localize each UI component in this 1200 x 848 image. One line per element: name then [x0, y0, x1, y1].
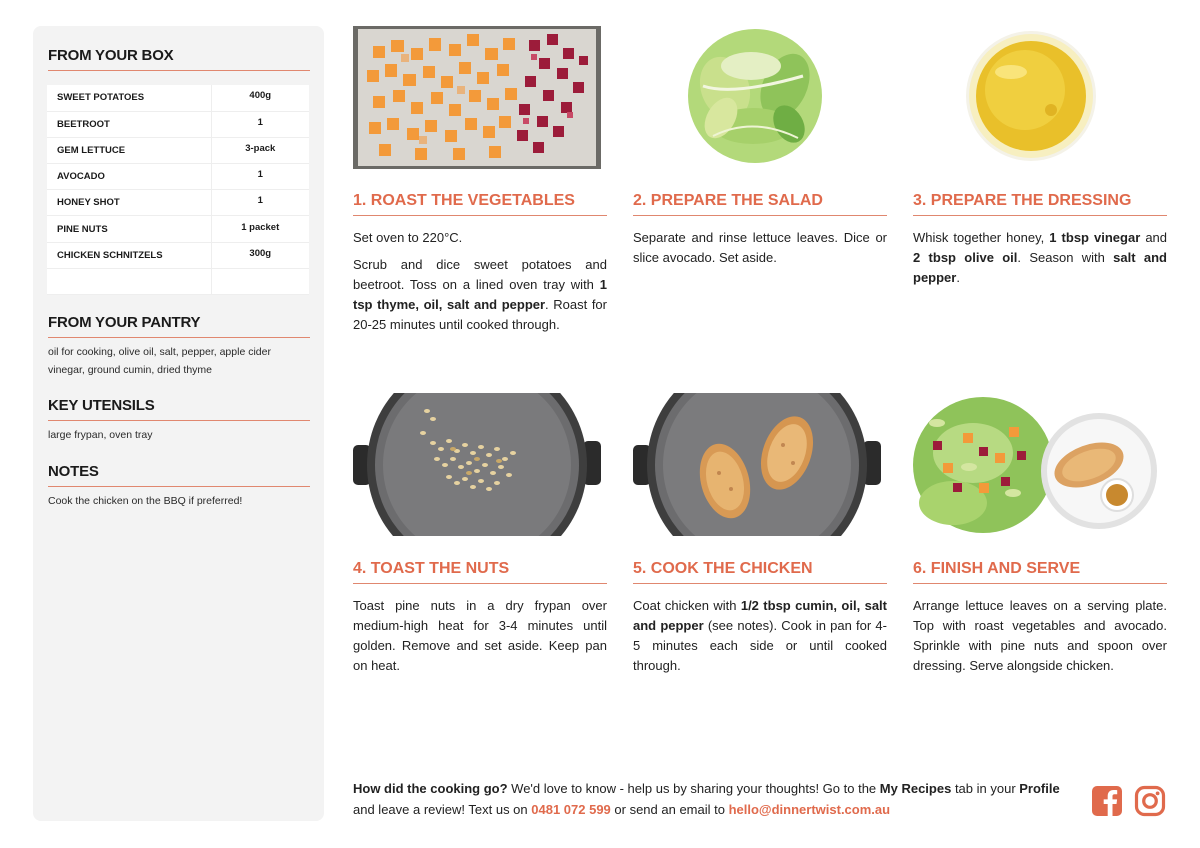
table-row — [47, 85, 309, 111]
ingredient-qty: 300g — [211, 242, 309, 268]
ingredient-name: PINE NUTS — [47, 216, 211, 242]
table-row — [47, 190, 309, 216]
table-row — [47, 111, 309, 137]
step-5-text: Coat chicken with 1/2 tbsp cumin, oil, salt and pepper (see notes). Cook in pan for 4-5 minutes each side or until cooked through. — [633, 598, 887, 673]
key-utensils-heading: KEY UTENSILS — [48, 397, 310, 421]
ingredient-qty: 1 — [211, 190, 309, 216]
step-3-title: 3. PREPARE THE DRESSING — [913, 192, 1167, 216]
prepare-salad-photo — [633, 26, 881, 169]
from-your-pantry-heading: FROM YOUR PANTRY — [48, 314, 310, 338]
step-6-title: 6. FINISH AND SERVE — [913, 560, 1167, 584]
box-ingredients-table — [47, 85, 309, 295]
utensils-text: large frypan, oven tray — [48, 429, 153, 441]
step-6-text: Arrange lettuce leaves on a serving plate. Top with roast vegetables and avocado. Sprinkle with pine nuts and spoon over dressing. Serve alongside chicken. — [913, 598, 1167, 673]
step-4-title: 4. TOAST THE NUTS — [353, 560, 607, 584]
table-row — [47, 216, 309, 242]
facebook-icon[interactable] — [1091, 785, 1123, 817]
ingredient-qty: 400g — [211, 85, 309, 111]
email-link[interactable]: hello@dinnertwist.com.au — [728, 802, 891, 817]
ingredient-qty: 1 packet — [211, 216, 309, 242]
finish-serve-photo — [913, 393, 1161, 536]
cook-chicken-photo — [633, 393, 881, 536]
ingredient-name: CHICKEN SCHNITZELS — [47, 242, 211, 268]
pantry-text: oil for cooking, olive oil, salt, pepper, apple cider vinegar, ground cumin, dried thyme — [48, 346, 271, 376]
ingredient-name: SWEET POTATOES — [47, 85, 211, 111]
ingredient-name: GEM LETTUCE — [47, 137, 211, 163]
step-3-text: Whisk together honey, 1 tbsp vinegar and 2 tbsp olive oil. Season with salt and pepper. — [913, 230, 1168, 285]
feedback-footer: How did the cooking go? We'd love to know - help us by sharing your thoughts! Go to the My Recipes tab in your Profile and leave a review! Text us on 0481 072 599 or send an email to hello@dinnertwist.com.au — [353, 781, 1060, 817]
step-2-text: Separate and rinse lettuce leaves. Dice or slice avocado. Set aside. — [633, 230, 887, 265]
table-row — [47, 268, 309, 294]
step-4-text: Toast pine nuts in a dry frypan over medium-high heat for 3-4 minutes until golden. Remove and set aside. Keep pan on heat. — [353, 598, 607, 673]
ingredient-qty: 3-pack — [211, 137, 309, 163]
step-1-text: Set oven to 220°C. Scrub and dice sweet potatoes and beetroot. Toss on a lined oven tray with 1 tsp thyme, oil, salt and pepper. Roast for 20-25 minutes until cooked through. — [353, 230, 607, 332]
ingredient-qty: 1 — [211, 164, 309, 190]
prepare-dressing-photo — [913, 26, 1161, 169]
table-row — [47, 137, 309, 163]
ingredients-sidebar — [33, 26, 324, 821]
ingredient-qty: 1 — [211, 111, 309, 137]
roast-vegetables-photo — [353, 26, 601, 169]
from-your-box-heading: FROM YOUR BOX — [48, 47, 310, 71]
notes-heading: NOTES — [48, 463, 310, 487]
instagram-icon[interactable] — [1134, 785, 1166, 817]
notes-text: Cook the chicken on the BBQ if preferred! — [48, 495, 243, 507]
ingredient-name: AVOCADO — [47, 164, 211, 190]
step-5-title: 5. COOK THE CHICKEN — [633, 560, 887, 584]
toast-nuts-photo — [353, 393, 601, 536]
ingredient-name: BEETROOT — [47, 111, 211, 137]
step-2-title: 2. PREPARE THE SALAD — [633, 192, 887, 216]
ingredient-name: HONEY SHOT — [47, 190, 211, 216]
step-1-title: 1. ROAST THE VEGETABLES — [353, 192, 607, 216]
table-row — [47, 242, 309, 268]
table-row — [47, 164, 309, 190]
phone-link[interactable]: 0481 072 599 — [531, 802, 611, 817]
